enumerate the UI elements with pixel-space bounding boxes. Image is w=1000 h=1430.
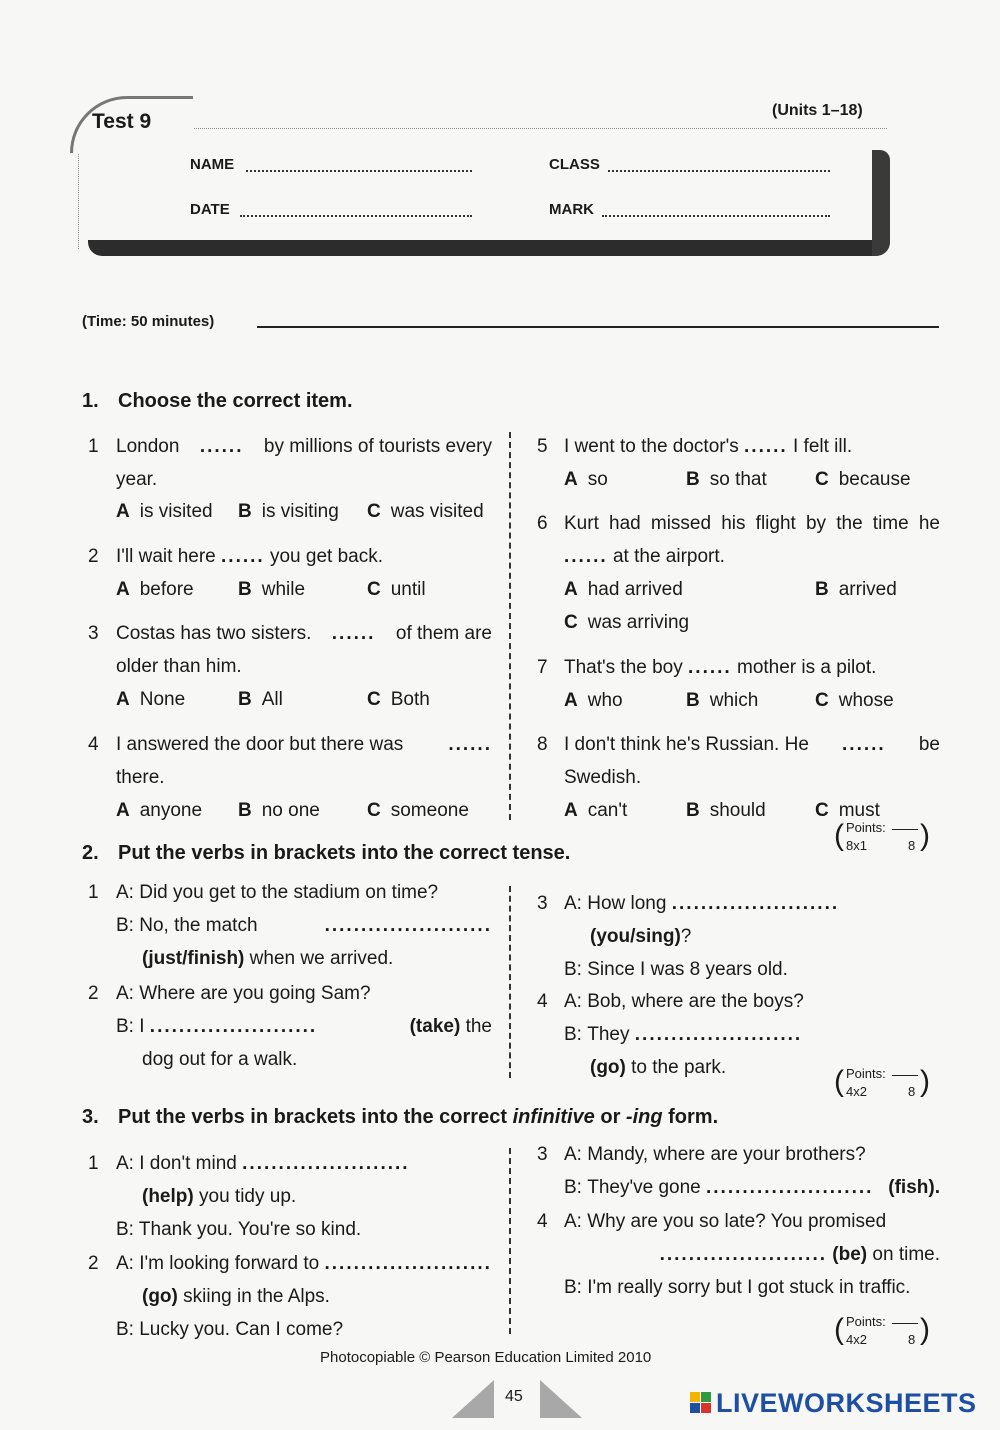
question-3-2: A: I'm looking forward to ....................... (go) skiing in the Alps. B: Lucky you. Can I come? <box>116 1247 492 1346</box>
answer-blank[interactable]: ...... <box>331 623 376 644</box>
option-b[interactable]: B no one <box>238 800 320 821</box>
date-label: DATE <box>190 201 230 218</box>
points-box: ( ) Points: 8x1 8 <box>834 819 930 853</box>
question-number: 4 <box>88 734 99 755</box>
page-decoration <box>452 1380 494 1418</box>
column-divider <box>509 886 511 1078</box>
class-field[interactable] <box>608 170 830 172</box>
column-divider <box>509 432 511 820</box>
option-a[interactable]: A who <box>564 690 623 711</box>
answer-blank[interactable]: ....................... <box>242 1153 410 1174</box>
question-number: 1 <box>88 882 99 903</box>
option-b[interactable]: B arrived <box>815 579 897 600</box>
question-number: 3 <box>537 1144 548 1165</box>
option-b[interactable]: B while <box>238 579 306 600</box>
answer-blank[interactable]: ....................... <box>706 1177 874 1198</box>
question-number: 2 <box>88 546 99 567</box>
time-line <box>257 326 939 328</box>
question-number: 5 <box>537 436 548 457</box>
question-8: I don't think he's Russian. He ...... be Swedish. <box>564 728 940 794</box>
answer-blank[interactable]: ....................... <box>634 1024 803 1045</box>
question-number: 7 <box>537 657 548 678</box>
brand-name: LIVEWORKSHEETS <box>716 1388 977 1418</box>
points-box: ( ) Points: 4x2 8 <box>834 1065 930 1099</box>
answer-blank[interactable]: ....................... <box>659 1244 828 1265</box>
question-number: 3 <box>537 893 548 914</box>
option-b[interactable]: B All <box>238 689 283 710</box>
option-c[interactable]: C was arriving <box>564 612 690 633</box>
test-title: Test 9 <box>92 110 152 133</box>
option-b[interactable]: B is visiting <box>238 501 339 522</box>
option-c[interactable]: C was visited <box>367 501 484 522</box>
question-number: 4 <box>537 1211 548 1232</box>
question-6: Kurt had missed his flight by the time he ...... at the airport. <box>564 513 940 567</box>
name-field[interactable] <box>246 170 472 172</box>
answer-blank[interactable]: ...... <box>688 657 732 678</box>
answer-blank[interactable]: ....................... <box>671 893 840 914</box>
question-number: 8 <box>537 734 548 755</box>
liveworksheets-logo-icon <box>690 1392 712 1414</box>
answer-blank[interactable]: ...... <box>199 436 244 457</box>
option-b[interactable]: B should <box>686 800 766 821</box>
name-label: NAME <box>190 156 235 173</box>
option-a[interactable]: A can't <box>564 800 628 821</box>
mark-field[interactable] <box>602 215 830 217</box>
question-number: 4 <box>537 991 548 1012</box>
option-c[interactable]: C someone <box>367 800 469 821</box>
mark-label: MARK <box>549 201 594 218</box>
page-decoration <box>540 1380 582 1418</box>
question-number: 1 <box>88 436 99 457</box>
question-2: I'll wait here ...... you get back. <box>116 546 384 567</box>
question-2-4: A: Bob, where are the boys? B: They ....................... (go) to the park. <box>564 985 940 1084</box>
question-number: 2 <box>88 983 99 1004</box>
option-a[interactable]: A so <box>564 469 608 490</box>
question-2-1: A: Did you get to the stadium on time? B: No, the match ....................... (just/finish) when we arrived. <box>116 882 492 969</box>
option-c[interactable]: C whose <box>815 690 894 711</box>
class-label: CLASS <box>549 156 600 173</box>
question-number: 3 <box>88 623 99 644</box>
date-field[interactable] <box>240 215 472 217</box>
question-number: 2 <box>88 1253 99 1274</box>
question-2-2: A: Where are you going Sam? B: I ....................... (take) the dog out for a walk. <box>116 983 492 1070</box>
question-7: That's the boy ...... mother is a pilot. <box>564 657 877 678</box>
option-a[interactable]: A before <box>116 579 194 600</box>
question-3-3: A: Mandy, where are your brothers? B: They've gone ....................... (fish) . <box>564 1138 940 1204</box>
question-number: 1 <box>88 1153 99 1174</box>
column-divider <box>509 1148 511 1334</box>
option-b[interactable]: B which <box>686 690 759 711</box>
section-1-title: 1. Choose the correct item. <box>82 390 353 412</box>
section-2-title: 2. Put the verbs in brackets into the correct tense. <box>82 842 571 864</box>
answer-blank[interactable]: ....................... <box>324 1253 492 1274</box>
copyright-notice: Photocopiable © Pearson Education Limited 2010 <box>320 1349 652 1366</box>
question-3-4: A: Why are you so late? You promised ....................... (be) on time. B: I'm really sorry but I got stuck in traffic. <box>564 1211 940 1298</box>
answer-blank[interactable]: ....................... <box>149 1016 318 1037</box>
option-c[interactable]: C Both <box>367 689 430 710</box>
option-c[interactable]: C until <box>367 579 426 600</box>
student-info-box <box>78 128 887 249</box>
section-3-title: 3. Put the verbs in brackets into the correct infinitive or -ing form. <box>82 1106 719 1128</box>
question-1: London ...... by millions of tourists every year. <box>116 430 492 496</box>
question-4: I answered the door but there was ...... there. <box>116 728 492 794</box>
units-label: (Units 1–18) <box>772 102 863 119</box>
option-b[interactable]: B so that <box>686 469 767 490</box>
question-number: 6 <box>537 513 548 534</box>
answer-blank[interactable]: ....................... <box>324 915 492 936</box>
option-c[interactable]: C must <box>815 800 880 821</box>
option-a[interactable]: A is visited <box>116 501 213 522</box>
answer-blank[interactable]: ...... <box>448 734 492 755</box>
answer-blank[interactable]: ...... <box>744 436 788 457</box>
points-box: ( ) Points: 4x2 8 <box>834 1313 930 1347</box>
answer-blank[interactable]: ...... <box>221 546 265 567</box>
option-a[interactable]: A had arrived <box>564 579 683 600</box>
question-5: I went to the doctor's ...... I felt ill. <box>564 436 853 457</box>
answer-blank[interactable]: ...... <box>842 734 886 755</box>
question-3: Costas has two sisters. ...... of them are older than him. <box>116 617 492 683</box>
page-number: 45 <box>505 1388 523 1405</box>
question-3-1: A: I don't mind ....................... (help) you tidy up. B: Thank you. You're so kind. <box>116 1147 492 1246</box>
option-a[interactable]: A anyone <box>116 800 203 821</box>
time-label: (Time: 50 minutes) <box>82 313 215 330</box>
answer-blank[interactable]: ...... <box>564 546 608 567</box>
question-2-3: A: How long ....................... (you/sing)? B: Since I was 8 years old. <box>564 887 940 986</box>
option-a[interactable]: A None <box>116 689 186 710</box>
option-c[interactable]: C because <box>815 469 911 490</box>
